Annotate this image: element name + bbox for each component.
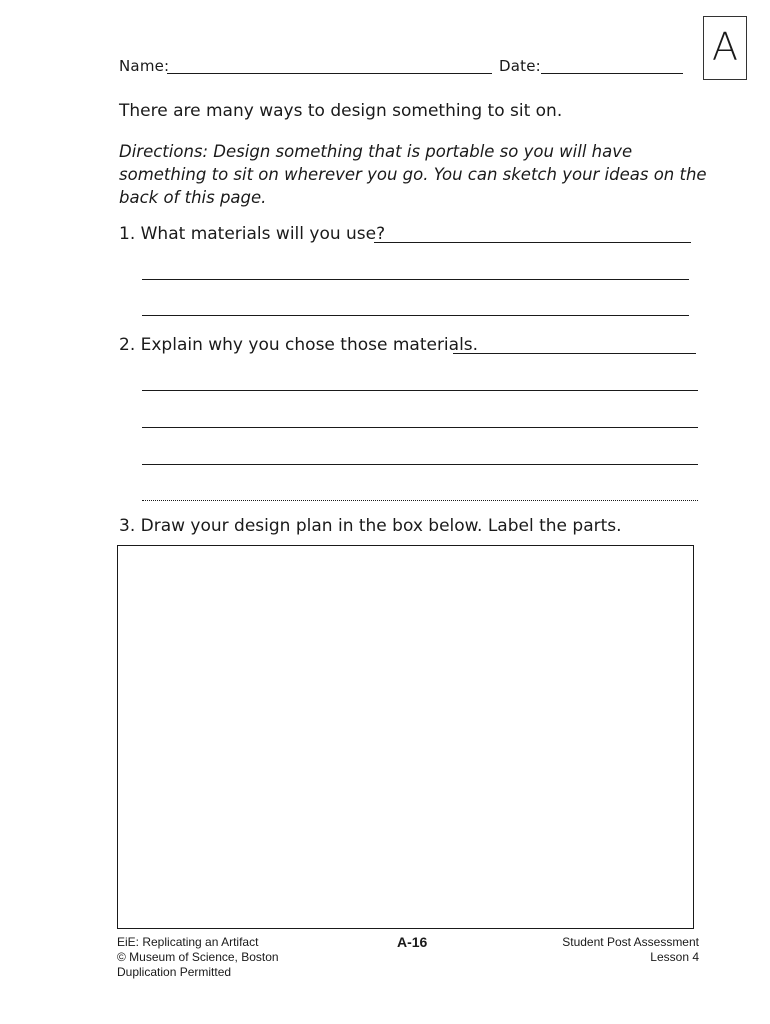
date-field[interactable] [541, 73, 683, 74]
name-field[interactable] [167, 73, 492, 74]
q2-answer-line-4[interactable] [142, 464, 698, 465]
section-badge: A [703, 16, 747, 80]
footer-unit-title: EiE: Replicating an Artifact [117, 935, 259, 949]
page-number: A-16 [397, 934, 428, 950]
footer-permission: Duplication Permitted [117, 965, 232, 979]
date-label: Date: [499, 57, 541, 75]
question-3: 3. Draw your design plan in the box below. Label the parts. [119, 516, 622, 536]
intro-text: There are many ways to design something to sit on. [119, 101, 563, 121]
q2-answer-line-1[interactable] [453, 353, 696, 354]
name-label: Name: [119, 57, 170, 75]
directions-text: Directions: Design something that is portable so you will have something to sit on wherever you go. You can sketch your ideas on the back of this page. [119, 142, 707, 207]
q1-answer-line-1[interactable] [374, 242, 691, 243]
q2-answer-line-3[interactable] [142, 427, 698, 428]
q1-answer-line-3[interactable] [142, 315, 689, 316]
question-2: 2. Explain why you chose those materials. [119, 335, 479, 355]
q2-answer-line-5[interactable] [142, 500, 698, 501]
q1-answer-line-2[interactable] [142, 279, 689, 280]
footer-lesson: Lesson 4 [650, 950, 699, 964]
design-plan-box[interactable] [117, 545, 694, 929]
footer-copyright: © Museum of Science, Boston [117, 950, 279, 964]
footer-credits [117, 935, 279, 980]
question-1: 1. What materials will you use? [119, 224, 386, 244]
footer-assessment-info [480, 935, 699, 965]
q2-answer-line-2[interactable] [142, 390, 698, 391]
footer-assessment-type: Student Post Assessment [562, 935, 699, 949]
